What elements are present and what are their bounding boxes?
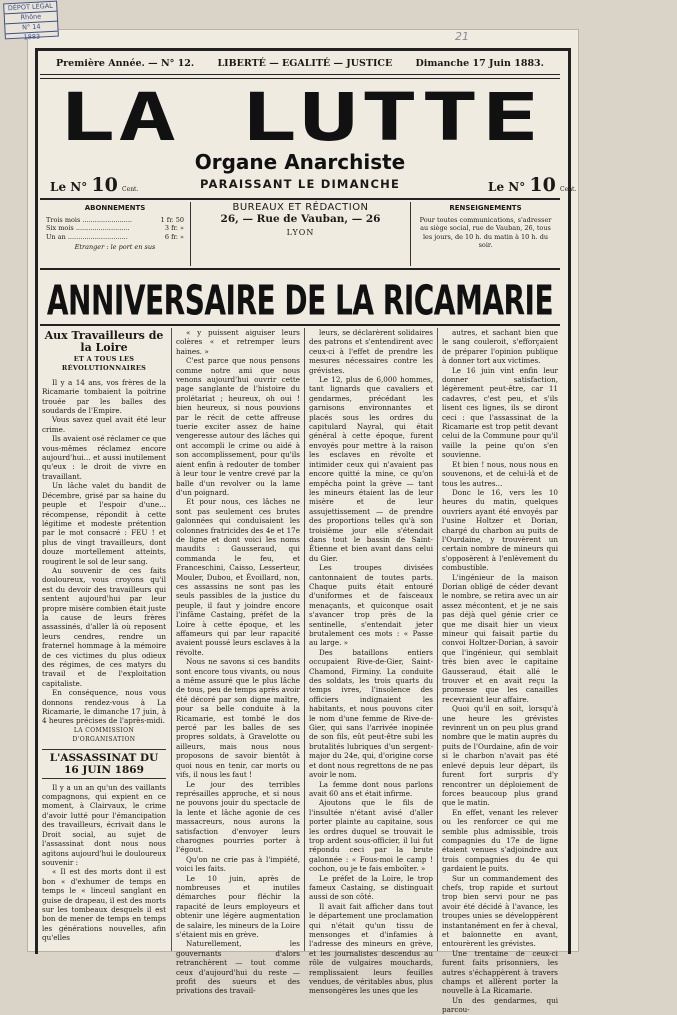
paragraph: C'est parce que nous pensons comme notre ami que nous venons aujourd'hui ouvrir cette page sanglante de l'histoire du prolétariat ; heureux, oh oui ! bien heureux, si nous pouvions par le récit de cette affreuse tuerie exciter assez de haine vengeresse autour des lâches qui ont accompli le crime ou aidé à son accomplissement, pour qu'ils aient enfin à redouter de tomber à leur tour le ventre crevé par la balle d'un revolver ou la lame d'un poignard.: [176, 356, 300, 497]
paragraph: En effet, venant les relever ou les renforcer ce qui me semble plus admissible, trois compagnies du 17e de ligne étaient venues s'adjoindre aux trois compagnies du 4e qui gardaient le puits.: [442, 807, 558, 874]
motto: LIBERTÉ — EGALITÉ — JUSTICE: [217, 57, 393, 69]
price-value: 10: [91, 174, 118, 196]
offices-box: [191, 202, 410, 266]
price-right: [488, 174, 576, 196]
information-text: Pour toutes communications, s'adresser au siège social, rue de Vauban, 26, tous les jours, de 10 h. du matin à 10 h. du soir.: [419, 215, 552, 249]
stamp-line: N° 14: [5, 22, 57, 35]
subscription-price: 3 fr. »: [164, 224, 184, 232]
subscription-period: Trois mois ........................: [46, 215, 132, 224]
information-title: RENSEIGNEMENTS: [449, 204, 522, 212]
paragraph: L'ingénieur de la maison Dorian obligé de céder devant le nombre, se retira avec un air assez mécontent, et je ne sais pas déjà quel génie crier ce que me disait hier un vieux mineur qui faisait partie du convoi Holtzer-Dorian, à savoir que l'ingénieur, qui semblait très bien avec le capitaine Gausseraud, était allé le trouver et en avait reçu la promesse que les canailles recevraient leur affaire.: [442, 572, 558, 704]
subscription-row: [46, 233, 184, 242]
paragraph: Le 10 juin, après de nombreuses et inutiles démarches pour fléchir la rapacité de leurs employeurs et obtenir une légère augmentation de salaire, les mineurs de la Loire s'étaient mis en grève.: [176, 873, 300, 939]
price-unit: Cent.: [560, 186, 577, 193]
paragraph: Les troupes divisées cantonnaient de toutes parts. Chaque puits était entouré d'uniformes et de faisceaux menaçants, et quiconque osait s'avancer trop près de la sentinelle, s'entendait jeter brutalement ces mots : « Passe au large. »: [309, 563, 433, 648]
paragraph: Et pour nous, ces lâches ne sont pas seulement ces brutes galonnées qui conduisaient les colonnes fratricides des 4e et 17e de ligne et dont voici les noms maudits : Gausseraud, qui commanda le feu, et Franceschini, Caisso, Lesserteur, Mouler, Dubou, et Évoillard, non, ces assassins ne sont pas les seuls passibles de la justice du peuple, il faut y joindre encore l'infâme Castaing, préfet de la Loire à cette époque, et les affameurs qui par leur rapacité avaient poussé leurs esclaves à la révolte.: [176, 497, 300, 657]
subscription-row: [46, 216, 184, 225]
subscriptions-box: [40, 202, 190, 266]
issue-number: Première Année. — N° 12.: [56, 57, 195, 69]
subscription-note: Etranger : le port en sus: [74, 243, 156, 251]
stamp-line: 1883: [23, 32, 41, 42]
info-bar: [40, 202, 560, 266]
divider: [40, 268, 560, 270]
price-prefix: Le N°: [488, 180, 526, 194]
issue-line: [40, 55, 560, 71]
price-value: 10: [529, 174, 556, 196]
pencil-page-mark: 21: [455, 30, 469, 43]
divider: [40, 198, 560, 200]
paragraph: Sur un commandement des chefs, trop rapide et surtout trop bien servi pour ne pas avoir été décidé à l'avance, les troupes unies se développèrent instantanément en fer à cheval, et baïonnette en avant, entourèrent les grévistes.: [442, 873, 558, 949]
paragraph: Ils avaient osé réclamer ce que vous-mêmes réclamez encore aujourd'hui... et aussi inutilement qu'eux : le droit de vivre en travaillant.: [42, 434, 166, 481]
paragraph: La femme dont nous parlons avait 60 ans et était infirme.: [309, 779, 433, 798]
column-2: [176, 328, 300, 996]
paragraph: « Il est des morts dont il est bon « d'exhumer de temps en temps le « linceul sanglant en guise de drapeau, il est des morts sur les tombeaux desquels il est bon de mener de temps en temps les générations nouvelles, afin qu'elles: [42, 867, 166, 943]
paragraph: Qu'on ne crie pas à l'impiété, voici les faits.: [176, 854, 300, 874]
divider: [40, 324, 560, 326]
subscription-price: 1 fr. 50: [160, 215, 184, 224]
offices-city: LYON: [286, 228, 315, 237]
paragraph: Le préfet de la Loire, le trop fameux Castaing, se distinguait aussi de son côté.: [309, 873, 433, 902]
column-1: [42, 328, 166, 951]
paragraph: Nous ne savons si ces bandits sont encore tous vivants, ou nous a même assuré que le plus lâche de tous, peu de temps après avoir été décoré par son digne maître, pour sa belle conduite à la Ricamarie, est tombé le dos percé par les balles de ses propres soldats, à Gravelotte ou ailleurs, mais nous nous proposons de savoir bientôt à quoi nous en tenir, car morts ou vifs, il nous les faut !: [176, 657, 300, 780]
paragraph: Et bien ! nous, nous nous en souvenons, et de celui-là et de tous les autres...: [442, 459, 558, 488]
paragraph: Un des gendarmes, qui parcou-: [442, 995, 558, 1015]
paragraph: Le jour des terribles représailles approche, et si nous ne pouvons jouir du spectacle de la lente et lâche agonie de ces massacreurs, nous aurons la satisfaction d'envoyer leurs charognes pourries porter à l'égout.: [176, 779, 300, 855]
paragraph: Le 12, plus de 6,000 hommes, tant lignards que cavaliers et gendarmes, précédant les garnisons environnantes et placés sous les ordres du capitulard Nayral, qui était général à cette époque, furent envoyés pour mettre à la raison les esclaves en révolte et intimider ceux qui n'avaient pas encore quitté la mine, ce qu'on empêcha point la grève — tant les mineurs étaient las de leur misère et de leur assujettissement — de prendre des proportions telles qu'à son troisième jour elle s'étendait dans tout le bassin de Saint-Étienne et bien avant dans celui du Gier.: [309, 375, 433, 563]
subscription-row: [46, 224, 184, 233]
article-subtitle: ET A TOUS LES RÉVOLUTIONNAIRES: [61, 355, 147, 373]
column-3: [309, 328, 433, 996]
paragraph: leurs, se déclarèrent solidaires des patrons et s'entendirent avec ceux-ci à l'effet de prendre les mesures nécessaires contre les grévistes.: [309, 328, 433, 375]
main-headline: ANNIVERSAIRE DE LA RICAMARIE: [46, 277, 554, 325]
paragraph: Une trentaine de ceux-ci furent faits prisonniers, les autres s'échappèrent à travers champs et allèrent porter la nouvelle à La Ricamarie.: [442, 948, 558, 996]
subscription-price: 6 fr. »: [164, 232, 184, 241]
legal-deposit-stamp: [3, 1, 59, 40]
paragraph: Naturellement, les gouvernants d'alors retranchèrent — tout comme ceux d'aujourd'hui du reste — profit des sueurs et des privations des travail-: [176, 939, 300, 996]
column-rule: [437, 328, 438, 951]
price-left: [50, 174, 138, 196]
publication-schedule: PARAISSANT LE DIMANCHE: [199, 177, 401, 191]
issue-date: Dimanche 17 Juin 1883.: [415, 57, 544, 69]
paragraph: Un lâche valet du bandit de Décembre, grisé par sa haine du peuple et l'espoir d'une... récompense, répondit à cette légitime et modeste prétention par le mot consacré : FEU ! et plus de vingt travailleurs, dont douze mortellement atteints, rougirent le sol de leur sang.: [42, 481, 166, 566]
subscription-period: Six mois ..........................: [46, 224, 130, 232]
price-prefix: Le N°: [50, 180, 88, 194]
article-title: L'ASSASSINAT DU 16 JUIN 1869: [42, 749, 166, 779]
paragraph: Donc le 16, vers les 10 heures du matin, quelques ouvriers ayant été envoyés par l'usine Holtzer et Dorian, chargé du charbon au puits de l'Ourdaine, y trouvèrent un certain nombre de mineurs qui s'opposèrent à l'enlèvement du combustible.: [442, 487, 558, 573]
paragraph: Il avait fait afficher dans tout le département une proclamation qui n'était qu'un tissu de mensonges et d'infamies à l'adresse des mineurs en grève, et les journalistes descendus au rôle de vulgaires mouchards, remplissaient leurs feuilles vendues, de véritables abus, plus mensongères les unes que les: [309, 901, 433, 996]
stamp-line: DÉPOT LÉGAL: [4, 2, 56, 15]
column-4: [442, 328, 558, 1015]
masthead-title: LA LUTTE: [57, 79, 543, 156]
offices-address: 26, — Rue de Vauban, — 26: [220, 212, 381, 225]
paragraph: autres, et sachant bien que le sang couleroit, s'efforçaient de préparer l'opinion publique à donner tort aux victimes.: [442, 328, 558, 366]
paragraph: Le 16 juin vint enfin leur donner satisfaction, légèrement peut-être, car 11 cadavres, c'est peu, et s'ils lisent ces lignes, ils se diront ceci : que l'assassinat de la Ricamarie est trop petit devant celui de la Commune pour qu'il vaille la peine qu'on s'en souvienne.: [442, 365, 558, 460]
article-columns: [42, 328, 558, 1015]
stamp-line: Rhône: [5, 12, 57, 25]
price-unit: Cent.: [122, 186, 139, 193]
subscriptions-title: ABONNEMENTS: [84, 204, 146, 212]
information-box: [411, 202, 560, 266]
column-rule: [304, 328, 305, 951]
offices-title: BUREAUX ET RÉDACTION: [232, 202, 369, 213]
paragraph: « y puissent aiguiser leurs colères « et retremper leurs haines. »: [176, 328, 300, 356]
subscription-period: Un an .............................: [46, 232, 128, 241]
paragraph: Vous savez quel avait été leur crime.: [42, 415, 166, 434]
paragraph: Il y a 14 ans, vos frères de la Ricamarie tombaient la poitrine trouée par les balles des soudards de l'Empire.: [42, 377, 166, 416]
paragraph: Des bataillons entiers occupaient Rive-de-Gier, Saint-Chamond, Firminy. La conduite des soldats, les trois quarts du temps ivres, l'insolence des officiers indignaient les habitants, et nous pouvons citer le nom d'une femme de Rive-de-Gier, qui sans l'arrivée inopinée de son fils, eût peut-être subi les brutalités lubriques d'un sergent-major du 24e, qui, d'origine corse et dont nous regrettons de ne pas avoir le nom.: [309, 647, 433, 780]
paragraph: Ajoutons que le fils de l'insultée n'étant avisé d'aller porter plainte au capitaine, sous les ordres duquel se trouvait le trop ardent sous-officier, il lui fut répondu ceci par la brute galonnée : « Fous-moi le camp ! cochon, ou je te fais emboîter. »: [309, 798, 433, 874]
masthead-subtitle: Organe Anarchiste: [194, 150, 406, 174]
column-rule: [171, 328, 172, 951]
article-signature: LA COMMISSION D'ORGANISATION: [72, 726, 136, 744]
article-title: Aux Travailleurs de la Loire: [44, 329, 164, 354]
paragraph: Au souvenir de ces faits douloureux, vous croyons qu'il est du devoir des travailleurs qui sentent aujourd'hui par leur propre misère combien était juste la cause de leurs frères assassinés, d'aller là où reposent leurs cendres, rendre un fraternel hommage à la mémoire de ces victimes du plus odieux des régimes, de ces matyrs du travail et de l'exploitation capitaliste.: [42, 565, 166, 688]
paragraph: Quoi qu'il en soit, lorsqu'à une heure les grévistes revinrent un on peu plus grand nombre que le matin auprès du puits de l'Ourdaine, afin de voir si le charbon n'avait pas été enlevé depuis leur départ, ils furent fort surpris d'y rencontrer un déploiement de forces beaucoup plus grand que le matin.: [442, 704, 558, 808]
paragraph: En conséquence, nous vous donnons rendez-vous à La Ricamarie, le dimanche 17 juin, à 4 heures précises de l'après-midi.: [42, 688, 166, 726]
paragraph: Il y a un an qu'un des vaillants compagnons, qui expient en ce moment, à Clairvaux, le crime d'avoir lutté pour l'émancipation des travailleurs, écrivait dans le Droit social, au sujet de l'assassinat dont nous nous agitons aujourd'hui le douloureux souvenir :: [42, 782, 166, 867]
